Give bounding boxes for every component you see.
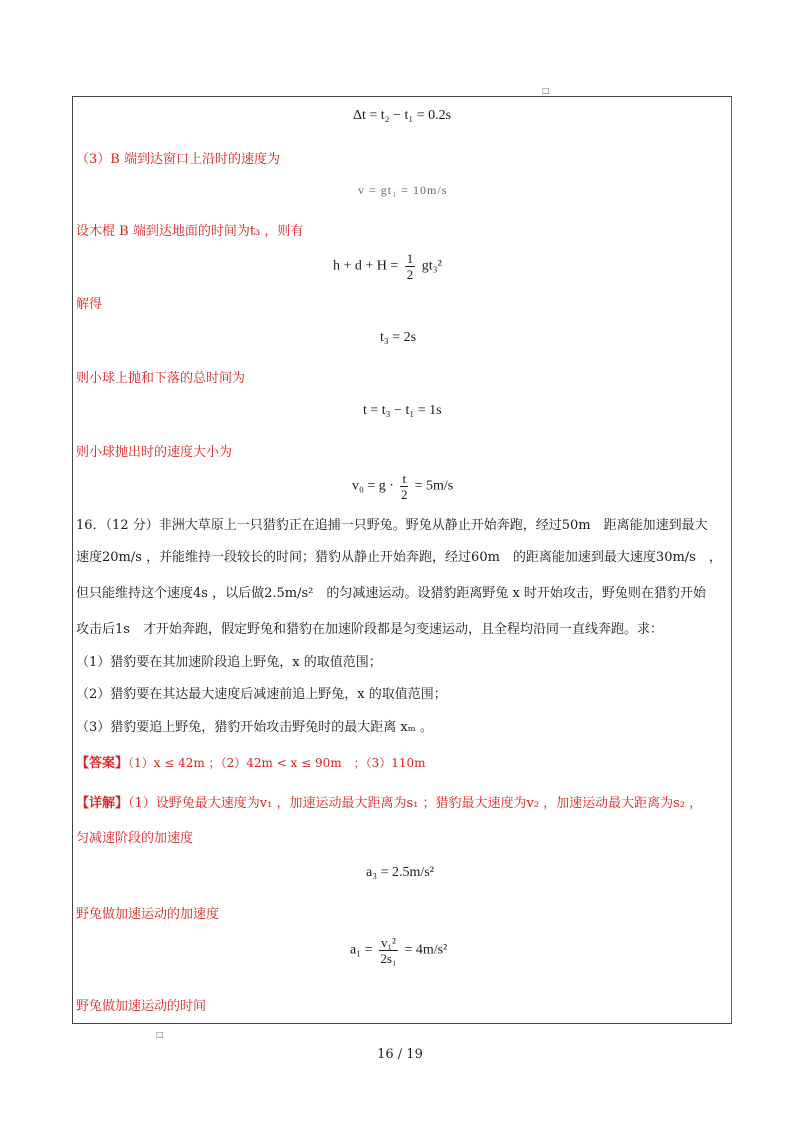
fraction-denominator: 2 bbox=[401, 487, 408, 502]
formula-a1-right: = 4m/s² bbox=[404, 942, 448, 958]
detail-line-3: 野兔做加速运动的加速度 bbox=[76, 907, 220, 922]
formula-initial-speed-right: = 5m/s bbox=[414, 478, 454, 494]
answer-line bbox=[76, 752, 426, 771]
answer-body: （1）x ≤ 42m ；（2）42m < x ≤ 90m ；（3）110m bbox=[128, 756, 426, 770]
solution-line-ground-time: 设木棍 B 端到达地面的时间为t₃ ，则有 bbox=[76, 224, 304, 239]
fraction-numerator: 1 bbox=[406, 251, 414, 266]
question-16-line-2: 速度20m/s ，并能维持一段较长的时间；猎豹从静止开始奔跑，经过60m 的距离能加速到最大速度30m/s ， bbox=[76, 550, 722, 565]
fraction-numerator: t bbox=[402, 471, 407, 486]
formula-height-right: gt₃² bbox=[421, 258, 442, 274]
formula-a1-fraction bbox=[379, 935, 398, 966]
bottom-marker: □ bbox=[156, 1030, 164, 1039]
formula-velocity: v = gt₁ = 10m/s bbox=[358, 183, 448, 197]
detail-body: （1）设野兔最大速度为v₁ ，加速运动最大距离为s₁ ；猎豹最大速度为v₂ ，加速运动最大距离为s₂ ， bbox=[128, 796, 703, 811]
fraction-denominator: 2 bbox=[406, 267, 414, 282]
formula-initial-speed-fraction bbox=[400, 471, 408, 502]
question-16-line-4: 攻击后1s 才开始奔跑，假定野兔和猎豹在加速阶段都是匀变速运动，且全程均沿同一直线奔跑。求： bbox=[76, 622, 663, 637]
answer-label: 【答案】 bbox=[76, 756, 129, 771]
fraction-numerator: v₁² bbox=[381, 935, 396, 950]
formula-a1-left: a₁ = bbox=[350, 942, 373, 958]
detail-line-4: 野兔做加速运动的时间 bbox=[76, 999, 207, 1014]
formula-height-fraction bbox=[405, 251, 416, 282]
formula-height bbox=[333, 251, 442, 282]
fraction-denominator: 2s₁ bbox=[380, 951, 397, 966]
solution-total-time-label: 则小球上抛和下落的总时间为 bbox=[76, 371, 246, 386]
question-16-part-2: （2）猎豹要在其达最大速度后减速前追上野兔，x 的取值范围； bbox=[76, 687, 447, 702]
formula-t3: t₃ = 2s bbox=[380, 330, 417, 345]
formula-a3: a₃ = 2.5m/s² bbox=[366, 865, 434, 880]
solution-initial-speed-label: 则小球抛出时的速度大小为 bbox=[76, 445, 233, 460]
formula-total-time: t = t₃ − t₁ = 1s bbox=[363, 403, 442, 418]
detail-line-2: 匀减速阶段的加速度 bbox=[76, 831, 194, 846]
solution-solve-label: 解得 bbox=[76, 297, 103, 312]
page-number: 16 / 19 bbox=[377, 1047, 423, 1062]
formula-a1 bbox=[350, 935, 447, 966]
question-16-part-1: （1）猎豹要在其加速阶段追上野兔，x 的取值范围； bbox=[76, 655, 382, 670]
formula-initial-speed bbox=[352, 471, 453, 502]
solution-line-3: （3）B 端到达窗口上沿时的速度为 bbox=[76, 152, 280, 167]
formula-delta-t: Δt = t₂ − t₁ = 0.2s bbox=[353, 108, 452, 123]
question-16-line-1: 16．（12 分）非洲大草原上一只猎豹正在追捕一只野兔。野兔从静止开始奔跑，经过50m 距离能加速到最大 bbox=[76, 518, 708, 533]
top-marker: □ bbox=[542, 86, 550, 95]
formula-height-left: h + d + H = bbox=[333, 258, 399, 274]
detail-label: 【详解】 bbox=[76, 796, 129, 811]
question-16-part-3: （3）猎豹要追上野兔，猎豹开始攻击野兔时的最大距离 xₘ 。 bbox=[76, 720, 433, 735]
formula-initial-speed-left: v₀ = g · bbox=[352, 478, 394, 494]
question-16-line-3: 但只能维持这个速度4s ，以后做2.5m/s² 的匀减速运动。设猎豹距离野兔 x 时开始攻击，野兔则在猎豹开始 bbox=[76, 586, 706, 601]
detail-line-1 bbox=[76, 792, 702, 811]
